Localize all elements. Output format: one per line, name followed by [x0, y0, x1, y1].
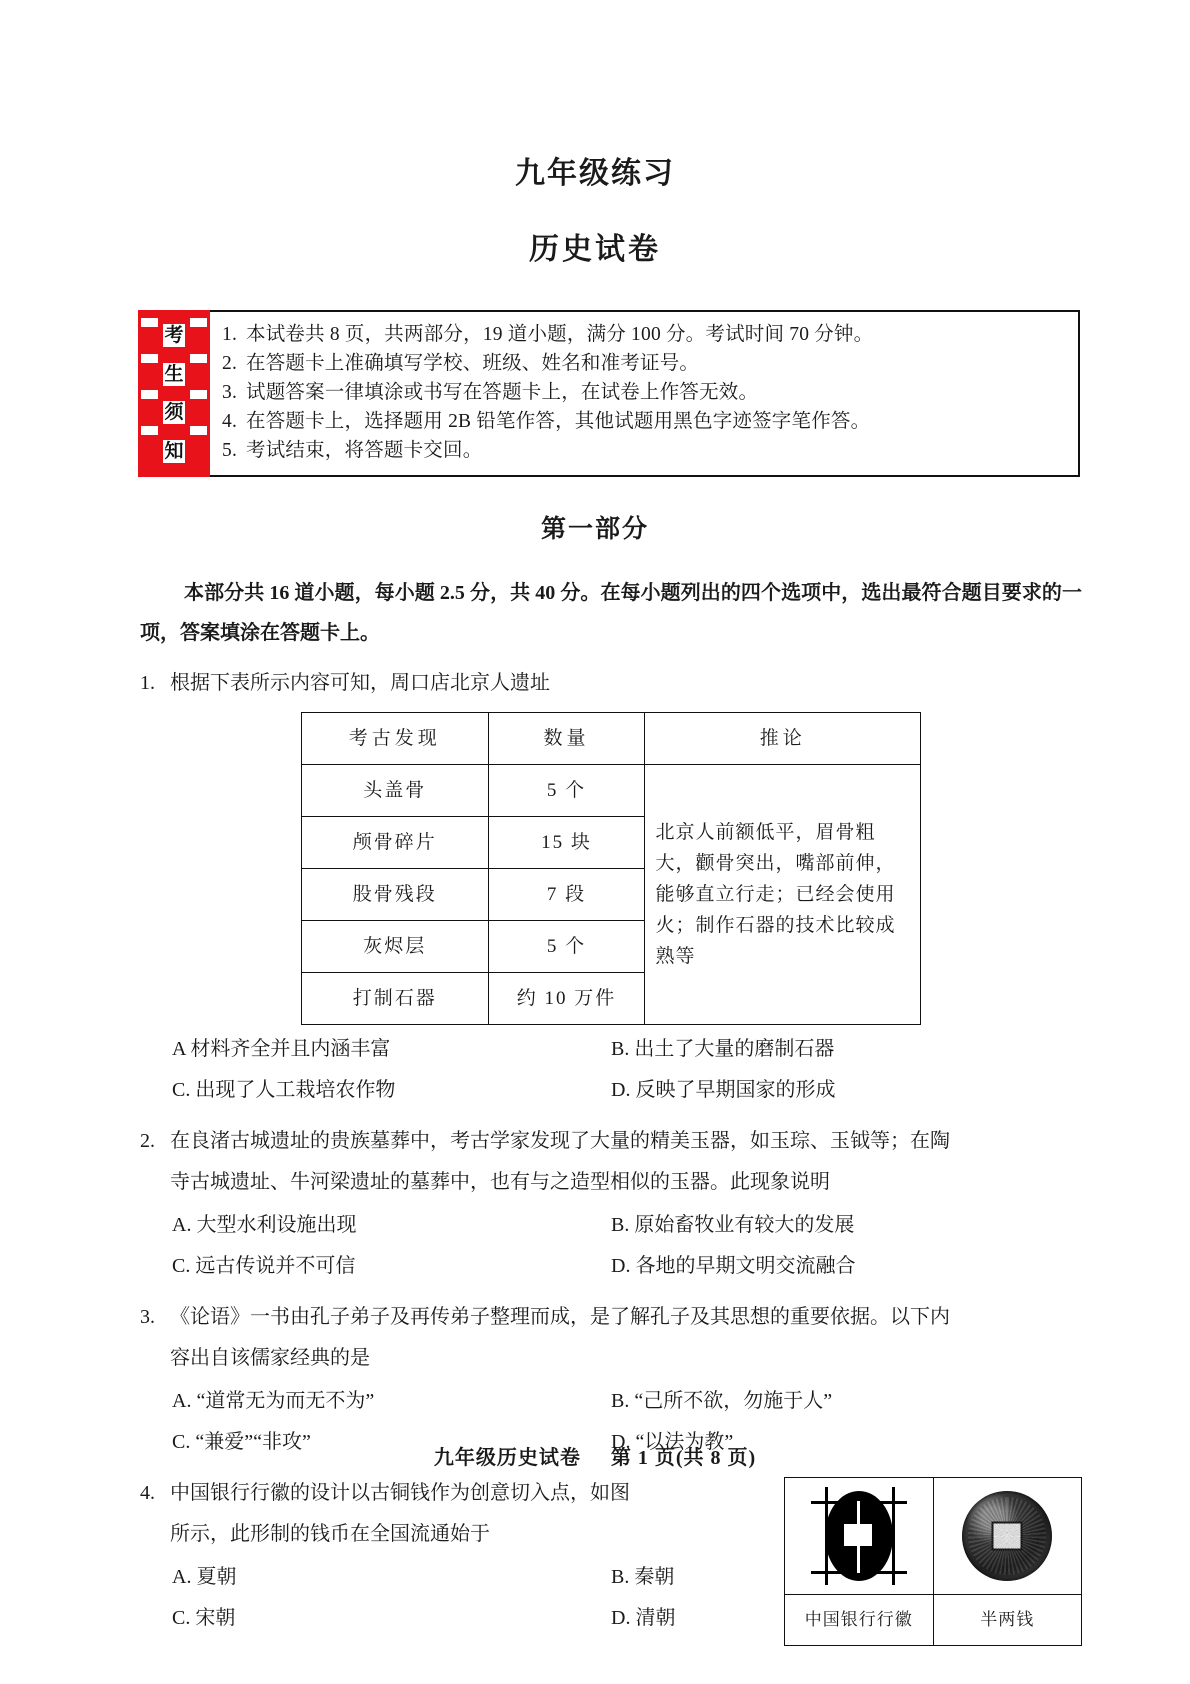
part-one-intro: 本部分共 16 道小题，每小题 2.5 分，共 40 分。在每小题列出的四个选项中，选出最符合题目要求的一项，答案填涂在答题卡上。: [140, 582, 1082, 644]
figure-caption-logo: 中国银行行徽: [785, 1595, 934, 1645]
part-one-title: 第一部分: [540, 516, 649, 543]
option-c[interactable]: C. 远古传说并不可信: [172, 1255, 356, 1277]
option-b[interactable]: B. 秦朝: [611, 1566, 675, 1588]
notice-item-text: 本试卷共 8 页，共两部分，19 道小题，满分 100 分。考试时间 70 分钟。: [246, 324, 874, 345]
question-number: 4.: [140, 1482, 155, 1504]
notice-item: [222, 436, 1068, 465]
notice-item-number: 4.: [222, 411, 238, 432]
table-row: [302, 765, 921, 817]
table-cell-finding: 股骨残段: [302, 869, 489, 921]
question-stem-line-1: 《论语》一书由孔子弟子及再传弟子整理而成，是了解孔子及其思想的重要依据。以下内: [170, 1306, 950, 1328]
option-d[interactable]: D. 反映了早期国家的形成: [611, 1079, 836, 1101]
banliang-coin-photo-icon: [934, 1478, 1082, 1594]
option-c[interactable]: C. 宋朝: [172, 1607, 236, 1629]
notice-item-number: 3.: [222, 382, 238, 403]
question-4: [140, 1473, 1082, 1639]
option-b[interactable]: B. 原始畜牧业有较大的发展: [611, 1214, 855, 1236]
question-stem-line-1: 中国银行行徽的设计以古铜钱作为创意切入点，如图: [170, 1482, 630, 1504]
notice-item-text: 在答题卡上，选择题用 2B 铅笔作答，其他试题用黑色字迹签字笔作答。: [246, 411, 871, 432]
footer-paper-name: 九年级历史试卷: [433, 1447, 581, 1469]
notice-list: [210, 312, 1078, 475]
table-cell-finding: 打制石器: [302, 973, 489, 1025]
notice-flag: [138, 310, 210, 477]
page-title: 九年级练习: [515, 157, 675, 190]
notice-item: [222, 378, 1068, 407]
page-footer: [0, 1441, 1190, 1470]
option-d[interactable]: D. 各地的早期文明交流融合: [611, 1255, 856, 1277]
table-header-row: [302, 713, 921, 765]
table-cell-quantity: 5 个: [488, 765, 645, 817]
table-cell-quantity: 7 段: [488, 869, 645, 921]
notice-item: [222, 349, 1068, 378]
option-c[interactable]: C. 出现了人工栽培农作物: [172, 1079, 396, 1101]
option-d[interactable]: D. “以法为教”: [611, 1431, 734, 1453]
notice-item-text: 在答题卡上准确填写学校、班级、姓名和准考证号。: [246, 353, 700, 374]
question-stem-line-2: 所示，此形制的钱币在全国流通始于: [170, 1523, 490, 1545]
candidate-notice-box: [138, 310, 1080, 477]
footer-page-label: 第 1 页(共 8 页): [610, 1447, 757, 1469]
option-a[interactable]: A. “道常无为而无不为”: [172, 1390, 375, 1412]
notice-item: [222, 407, 1068, 436]
notice-flag-char-2: 生: [164, 363, 184, 385]
notice-flag-char-3: 须: [164, 402, 184, 424]
question-number: 1.: [140, 672, 155, 694]
notice-item: [222, 320, 1068, 349]
table-cell-quantity: 5 个: [488, 921, 645, 973]
question-number: 3.: [140, 1306, 155, 1328]
option-b[interactable]: B. 出土了大量的磨制石器: [611, 1038, 835, 1060]
notice-item-number: 5.: [222, 440, 238, 461]
option-c[interactable]: C. “兼爱”“非攻”: [172, 1431, 311, 1453]
table-cell-quantity: 15 块: [488, 817, 645, 869]
question-3: [140, 1297, 1082, 1463]
question-4-figure: [784, 1477, 1082, 1646]
question-number: 2.: [140, 1130, 155, 1152]
notice-item-number: 2.: [222, 353, 238, 374]
question-stem-line-2: 寺古城遗址、牛河梁遗址的墓葬中，也有与之造型相似的玉器。此现象说明: [170, 1171, 830, 1193]
option-a[interactable]: A 材料齐全并且内涵丰富: [172, 1038, 391, 1060]
table-header-cell: 推论: [645, 713, 921, 765]
bank-of-china-logo-icon: [785, 1478, 934, 1594]
table-header-cell: 数量: [488, 713, 645, 765]
option-a[interactable]: A. 大型水利设施出现: [172, 1214, 357, 1236]
archaeology-findings-table: [301, 712, 921, 1025]
table-cell-inference: 北京人前额低平，眉骨粗大，颧骨突出，嘴部前伸，能够直立行走；已经会使用火；制作石器的技术比较成熟等: [645, 765, 921, 1025]
paper-title: 历史试卷: [529, 233, 661, 266]
option-b[interactable]: B. “己所不欲，勿施于人”: [611, 1390, 833, 1412]
table-cell-quantity: 约 10 万件: [488, 973, 645, 1025]
table-cell-finding: 灰烬层: [302, 921, 489, 973]
question-stem: 根据下表所示内容可知，周口店北京人遗址: [170, 672, 550, 694]
notice-item-number: 1.: [222, 324, 238, 345]
figure-caption-coin: 半两钱: [980, 1610, 1035, 1629]
notice-item-text: 试题答案一律填涂或书写在答题卡上，在试卷上作答无效。: [246, 382, 759, 403]
question-stem-line-1: 在良渚古城遗址的贵族墓葬中，考古学家发现了大量的精美玉器，如玉琮、玉钺等；在陶: [170, 1130, 950, 1152]
question-2: [140, 1121, 1082, 1287]
notice-flag-char-1: 考: [164, 324, 184, 346]
table-cell-finding: 颅骨碎片: [302, 817, 489, 869]
option-d[interactable]: D. 清朝: [611, 1607, 676, 1629]
option-a[interactable]: A. 夏朝: [172, 1566, 237, 1588]
question-1-options: [140, 1029, 1082, 1111]
notice-item-text: 考试结束，将答题卡交回。: [246, 440, 483, 461]
notice-flag-char-4: 知: [164, 441, 184, 463]
question-1: [140, 663, 1082, 1111]
table-cell-finding: 头盖骨: [302, 765, 489, 817]
question-stem-line-2: 容出自该儒家经典的是: [170, 1347, 370, 1369]
question-2-options: [140, 1205, 1082, 1287]
table-header-cell: 考古发现: [302, 713, 489, 765]
